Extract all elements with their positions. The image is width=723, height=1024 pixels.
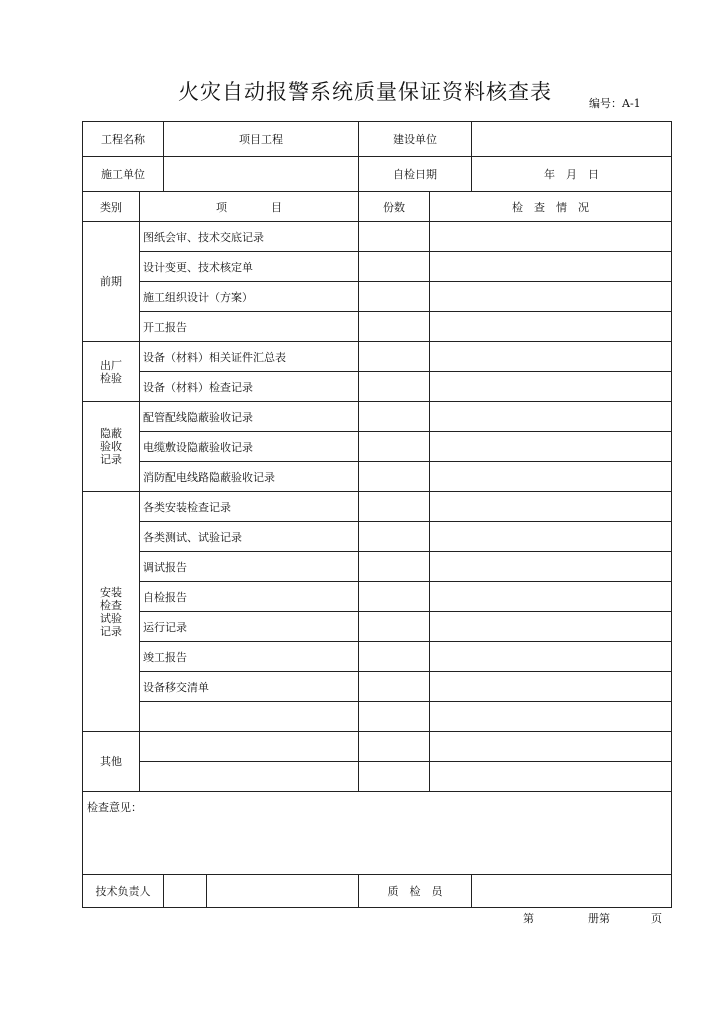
item-cell: 配管配线隐蔽验收记录 <box>140 402 359 432</box>
contractor-label: 施工单位 <box>83 157 164 192</box>
category-cell: 隐蔽 验收 记录 <box>83 402 140 492</box>
category-cell: 出厂 检验 <box>83 342 140 402</box>
copies-cell[interactable] <box>359 582 430 612</box>
item-cell <box>140 702 359 732</box>
item-cell <box>140 762 359 792</box>
status-cell[interactable] <box>430 312 672 342</box>
item-cell <box>140 732 359 762</box>
copies-cell[interactable] <box>359 312 430 342</box>
status-cell[interactable] <box>430 702 672 732</box>
copies-cell[interactable] <box>359 222 430 252</box>
status-cell[interactable] <box>430 522 672 552</box>
copies-cell[interactable] <box>359 492 430 522</box>
date-value[interactable]: 年 月 日 <box>472 157 672 192</box>
copies-cell[interactable] <box>359 672 430 702</box>
copies-cell[interactable] <box>359 462 430 492</box>
table-row <box>83 402 672 432</box>
table-row <box>83 702 672 732</box>
item-cell: 调试报告 <box>140 552 359 582</box>
table-row <box>83 312 672 342</box>
status-cell[interactable] <box>430 282 672 312</box>
table-row <box>83 282 672 312</box>
self-check-date-label: 自检日期 <box>359 157 472 192</box>
table-row <box>83 432 672 462</box>
table-row <box>83 732 672 762</box>
signature-row <box>83 875 672 908</box>
status-cell[interactable] <box>430 492 672 522</box>
status-header: 检 查 情 况 <box>430 192 672 222</box>
table-row <box>83 222 672 252</box>
copies-header: 份数 <box>359 192 430 222</box>
item-cell: 竣工报告 <box>140 642 359 672</box>
status-cell[interactable] <box>430 732 672 762</box>
status-cell[interactable] <box>430 432 672 462</box>
project-row <box>83 122 672 157</box>
footer-volume-middle: 册第 <box>588 912 610 925</box>
copies-cell[interactable] <box>359 402 430 432</box>
status-cell[interactable] <box>430 582 672 612</box>
opinion-row <box>83 792 672 875</box>
opinion-label[interactable]: 检查意见： <box>83 792 672 875</box>
item-cell: 消防配电线路隐蔽验收记录 <box>140 462 359 492</box>
status-cell[interactable] <box>430 222 672 252</box>
table-row <box>83 462 672 492</box>
status-cell[interactable] <box>430 672 672 702</box>
copies-cell[interactable] <box>359 522 430 552</box>
owner-value[interactable] <box>472 122 672 157</box>
contractor-row <box>83 157 672 192</box>
item-cell: 各类测试、试验记录 <box>140 522 359 552</box>
category-cell: 其他 <box>83 732 140 792</box>
item-cell: 自检报告 <box>140 582 359 612</box>
item-cell: 开工报告 <box>140 312 359 342</box>
table-row <box>83 492 672 522</box>
item-cell: 电缆敷设隐蔽验收记录 <box>140 432 359 462</box>
table-row <box>83 762 672 792</box>
status-cell[interactable] <box>430 552 672 582</box>
category-cell: 前期 <box>83 222 140 342</box>
category-cell: 安装 检查 试验 记录 <box>83 492 140 732</box>
item-cell: 设计变更、技术核定单 <box>140 252 359 282</box>
copies-cell[interactable] <box>359 702 430 732</box>
table-row <box>83 642 672 672</box>
copies-cell[interactable] <box>359 732 430 762</box>
copies-cell[interactable] <box>359 342 430 372</box>
table-row <box>83 522 672 552</box>
item-cell: 设备（材料）相关证件汇总表 <box>140 342 359 372</box>
copies-cell[interactable] <box>359 552 430 582</box>
table-row <box>83 372 672 402</box>
status-cell[interactable] <box>430 342 672 372</box>
tech-lead-label: 技术负责人 <box>83 875 164 908</box>
copies-cell[interactable] <box>359 642 430 672</box>
item-header: 项 目 <box>140 192 359 222</box>
column-header-row <box>83 192 672 222</box>
table-row <box>83 552 672 582</box>
item-cell: 运行记录 <box>140 612 359 642</box>
inspection-table <box>82 121 672 908</box>
form-code: 编号：A-1 <box>589 97 641 110</box>
item-cell: 施工组织设计（方案） <box>140 282 359 312</box>
copies-cell[interactable] <box>359 432 430 462</box>
item-rows <box>83 222 672 792</box>
footer-page-suffix: 页 <box>651 912 662 925</box>
copies-cell[interactable] <box>359 252 430 282</box>
status-cell[interactable] <box>430 612 672 642</box>
copies-cell[interactable] <box>359 282 430 312</box>
inspector-label: 质 检 员 <box>359 875 472 908</box>
copies-cell[interactable] <box>359 372 430 402</box>
owner-label: 建设单位 <box>359 122 472 157</box>
table-row <box>83 342 672 372</box>
copies-cell[interactable] <box>359 762 430 792</box>
page-title: 火灾自动报警系统质量保证资料核查表 <box>178 80 552 104</box>
project-name-value[interactable]: 项目工程 <box>164 122 359 157</box>
status-cell[interactable] <box>430 402 672 432</box>
status-cell[interactable] <box>430 642 672 672</box>
table-row <box>83 612 672 642</box>
item-cell: 设备移交清单 <box>140 672 359 702</box>
item-cell: 设备（材料）检查记录 <box>140 372 359 402</box>
status-cell[interactable] <box>430 462 672 492</box>
table-row <box>83 252 672 282</box>
inspector-value[interactable] <box>472 875 672 908</box>
table-row <box>83 582 672 612</box>
table-row <box>83 672 672 702</box>
item-cell: 各类安装检查记录 <box>140 492 359 522</box>
category-header: 类别 <box>83 192 140 222</box>
project-name-label: 工程名称 <box>83 122 164 157</box>
status-cell[interactable] <box>430 372 672 402</box>
status-cell[interactable] <box>430 252 672 282</box>
footer-volume-prefix: 第 <box>523 912 534 925</box>
copies-cell[interactable] <box>359 612 430 642</box>
tech-lead-value[interactable] <box>164 875 359 908</box>
item-cell: 图纸会审、技术交底记录 <box>140 222 359 252</box>
contractor-value[interactable] <box>164 157 359 192</box>
status-cell[interactable] <box>430 762 672 792</box>
